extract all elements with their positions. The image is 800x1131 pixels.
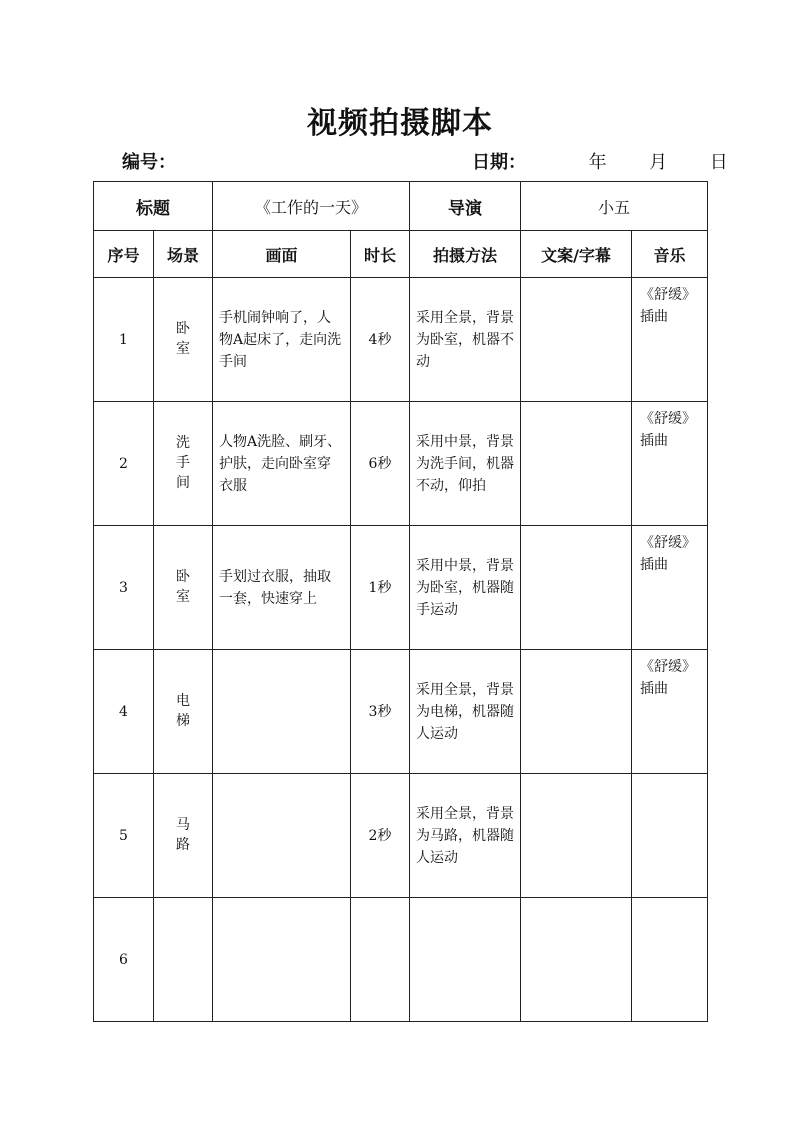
table-row (94, 402, 708, 526)
row-number: 2 (94, 402, 154, 526)
picture-cell: 人物A洗脸、刷牙、护肤，走向卧室穿衣服 (213, 402, 351, 526)
row-number: 4 (94, 650, 154, 774)
director-label: 导演 (410, 182, 521, 231)
table-row (94, 526, 708, 650)
table-row (94, 774, 708, 898)
document-title: 视频拍摄脚本 (307, 106, 493, 141)
title-row (94, 182, 708, 231)
script-table (93, 181, 708, 1022)
method-cell: 采用中景，背景为洗手间，机器不动，仰拍 (410, 402, 521, 526)
scene-cell: 卧室 (154, 278, 213, 402)
day-label: 日 (709, 152, 728, 173)
row-number: 3 (94, 526, 154, 650)
title-label: 标题 (94, 182, 213, 231)
caption-cell (521, 402, 632, 526)
caption-cell (521, 278, 632, 402)
method-cell: 采用全景，背景为卧室，机器不动 (410, 278, 521, 402)
column-header: 场景 (154, 231, 213, 278)
director-value: 小五 (521, 182, 708, 231)
row-number: 6 (94, 898, 154, 1022)
column-header: 序号 (94, 231, 154, 278)
table-row (94, 650, 708, 774)
caption-cell (521, 526, 632, 650)
music-cell (632, 774, 708, 898)
column-header: 时长 (351, 231, 410, 278)
column-header: 拍摄方法 (410, 231, 521, 278)
duration-cell: 3秒 (351, 650, 410, 774)
music-cell: 《舒缓》插曲 (632, 650, 708, 774)
picture-cell (213, 774, 351, 898)
date-line (472, 148, 728, 172)
method-cell: 采用中景，背景为卧室，机器随手运动 (410, 526, 521, 650)
picture-cell: 手机闹钟响了，人物A起床了，走向洗手间 (213, 278, 351, 402)
duration-cell: 4秒 (351, 278, 410, 402)
rows-body (94, 278, 708, 1022)
row-number: 5 (94, 774, 154, 898)
picture-cell: 手划过衣服，抽取一套，快速穿上 (213, 526, 351, 650)
title-value: 《工作的一天》 (213, 182, 410, 231)
caption-cell (521, 898, 632, 1022)
scene-cell: 马路 (154, 774, 213, 898)
column-header-row (94, 231, 708, 278)
music-cell (632, 898, 708, 1022)
caption-cell (521, 650, 632, 774)
scene-cell: 卧室 (154, 526, 213, 650)
column-header: 画面 (213, 231, 351, 278)
music-cell: 《舒缓》插曲 (632, 278, 708, 402)
date-label: 日期： (472, 152, 526, 173)
column-header: 音乐 (632, 231, 708, 278)
picture-cell (213, 650, 351, 774)
table-row (94, 278, 708, 402)
picture-cell (213, 898, 351, 1022)
row-number: 1 (94, 278, 154, 402)
scene-cell: 洗手间 (154, 402, 213, 526)
duration-cell: 6秒 (351, 402, 410, 526)
duration-cell: 2秒 (351, 774, 410, 898)
duration-cell: 1秒 (351, 526, 410, 650)
month-label: 月 (649, 152, 668, 173)
duration-cell (351, 898, 410, 1022)
method-cell (410, 898, 521, 1022)
method-cell: 采用全景，背景为电梯，机器随人运动 (410, 650, 521, 774)
scene-cell: 电梯 (154, 650, 213, 774)
year-label: 年 (588, 152, 607, 173)
music-cell: 《舒缓》插曲 (632, 526, 708, 650)
scene-cell (154, 898, 213, 1022)
table-row (94, 898, 708, 1022)
method-cell: 采用全景，背景为马路，机器随人运动 (410, 774, 521, 898)
caption-cell (521, 774, 632, 898)
number-label: 编号： (122, 152, 176, 173)
music-cell: 《舒缓》插曲 (632, 402, 708, 526)
column-header: 文案/字幕 (521, 231, 632, 278)
